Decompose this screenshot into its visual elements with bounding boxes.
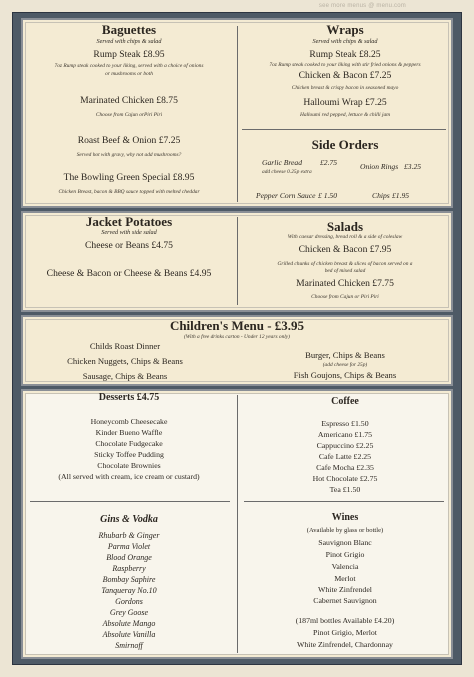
desserts-item-3: Chocolate Fudgecake <box>95 439 163 448</box>
gins-item-10: Absolute Vanilla <box>102 630 156 639</box>
wraps-item-3-desc: Halloumi red pepped, lettuce & chilli jam <box>299 112 391 118</box>
children-subtitle: (With a free drinks carton - Under 12 years only) <box>184 334 290 340</box>
sides-garlic-price: £2.75 <box>320 158 338 167</box>
baguettes-item-1-desc: 7oz Rump steak cooked to your liking, served with a choice of onions <box>54 63 204 69</box>
children-item-4-note: (add cheese for 25p) <box>322 362 368 368</box>
baguettes-item-1: Rump Steak £8.95 <box>93 49 165 60</box>
gins-title: Gins & Vodka <box>100 514 158 525</box>
salads-item-1: Chicken & Bacon £7.95 <box>298 244 392 255</box>
coffee-title: Coffee <box>331 396 359 407</box>
desserts-item-2: Kinder Bueno Waffle <box>95 428 163 437</box>
wraps-divider <box>242 129 446 130</box>
salads-title: Salads <box>326 219 364 234</box>
wines-item-4: Merlot <box>334 574 356 583</box>
baguettes-item-4-desc: Chicken Breast, bacon & BBQ sauce topped with melted cheddar <box>58 189 200 195</box>
wraps-item-2-desc: Chicken breast & crispy bacon in seasoned mayo <box>291 85 399 91</box>
coffee-item-6: Hot Chocolate £2.75 <box>312 474 378 483</box>
children-item-4: Burger, Chips & Beans <box>305 350 385 360</box>
salads-subtitle: With caesar dressing, bread roll & a side of coleslaw <box>287 234 403 240</box>
coffee-item-1: Espresso £1.50 <box>321 419 369 428</box>
desserts-title: Desserts £4.75 <box>98 392 160 403</box>
wines-small-title: (187ml bottles Available £4.20) <box>295 616 395 625</box>
baguettes-subtitle: Served with chips & salad <box>96 38 162 45</box>
drinks-divider <box>237 395 238 653</box>
drinks-hdivider-left <box>30 501 230 502</box>
sides-pepper-price: £ 1.50 <box>318 191 337 200</box>
wraps-item-1-desc: 7oz Rump steak cooked to your liking with stir fried onions & peppers <box>269 62 421 68</box>
wines-title: Wines <box>331 512 359 523</box>
coffee-item-7: Tea £1.50 <box>329 485 361 494</box>
wraps-item-2: Chicken & Bacon £7.25 <box>298 70 392 81</box>
sides-onion-price: £3.25 <box>404 162 422 171</box>
gins-item-6: Tanqueray No.10 <box>101 586 157 595</box>
children-item-3: Sausage, Chips & Beans <box>82 371 168 381</box>
baguettes-item-3-desc: Served hot with gravy, why not add mushrooms? <box>76 152 182 158</box>
baguettes-item-3: Roast Beef & Onion £7.25 <box>77 135 181 146</box>
wraps-title: Wraps <box>326 22 364 37</box>
wraps-item-3: Halloumi Wrap £7.25 <box>303 97 387 108</box>
baguettes-item-2: Marinated Chicken £8.75 <box>80 95 178 106</box>
gins-item-3: Blood Orange <box>106 553 152 562</box>
gins-item-11: Smirnoff <box>115 641 143 650</box>
baguettes-title: Baguettes <box>101 22 157 37</box>
gins-item-5: Bombay Saphire <box>102 575 156 584</box>
wines-note: (Available by glass or bottle) <box>306 527 384 534</box>
gins-item-7: Gordons <box>115 597 143 606</box>
jacket-subtitle: Served with side salad <box>101 229 157 236</box>
salads-item-2: Marinated Chicken £7.75 <box>296 278 394 289</box>
children-title: Children's Menu - £3.95 <box>169 318 305 333</box>
children-item-5: Fish Goujons, Chips & Beans <box>293 370 397 380</box>
desserts-item-1: Honeycomb Cheesecake <box>90 417 168 426</box>
top-divider <box>237 26 238 202</box>
middle-divider <box>237 217 238 305</box>
wines-item-3: Valencia <box>331 562 359 571</box>
baguettes-item-4: The Bowling Green Special £8.95 <box>63 172 195 183</box>
sides-garlic-note: add cheese 0.25p extra <box>262 169 312 175</box>
salads-item-1-desc2: bed of mixed salad <box>324 268 366 274</box>
gins-item-2: Parma Violet <box>107 542 151 551</box>
wines-item-1: Sauvignon Blanc <box>318 538 372 547</box>
coffee-item-4: Cafe Latte £2.25 <box>318 452 372 461</box>
wraps-item-1: Rump Steak £8.25 <box>309 49 381 60</box>
gins-item-4: Raspberry <box>112 564 146 573</box>
wines-item-2: Pinot Grigio <box>325 550 365 559</box>
desserts-item-6: (All served with cream, ice cream or custard) <box>58 472 200 481</box>
drinks-hdivider-right <box>244 501 444 502</box>
sides-pepper: Pepper Corn Sauce <box>256 191 316 200</box>
gins-item-1: Rhubarb & Ginger <box>98 531 160 540</box>
gins-item-8: Grey Goose <box>109 608 149 617</box>
wines-item-6: Cabernet Sauvignon <box>313 596 377 605</box>
children-item-1: Childs Roast Dinner <box>89 341 161 351</box>
coffee-item-2: Americano £1.75 <box>317 430 373 439</box>
wines-small-item-2: White Zinfrendel, Chardonnay <box>297 640 393 649</box>
coffee-item-5: Cafe Mocha £2.35 <box>316 463 374 472</box>
watermark: see more menus @ menu.com <box>318 3 406 9</box>
sides-chips: Chips <box>372 191 390 200</box>
wines-item-5: White Zinfrendel <box>318 585 372 594</box>
wraps-subtitle: Served with chips & salad <box>312 38 378 45</box>
baguettes-item-2-desc: Choose from Cajun orPiri Piri <box>95 112 163 118</box>
desserts-item-5: Chocolate Brownies <box>97 461 161 470</box>
sides-chips-price: £1.95 <box>392 191 410 200</box>
jacket-title: Jacket Potatoes <box>85 214 173 229</box>
coffee-item-3: Cappuccino £2.25 <box>316 441 374 450</box>
sides-garlic: Garlic Bread <box>262 158 303 167</box>
desserts-item-4: Sticky Toffee Pudding <box>94 450 164 459</box>
jacket-item-1: Cheese or Beans £4.75 <box>85 240 173 251</box>
gins-item-9: Absolute Mango <box>102 619 156 628</box>
wines-small-item-1: Pinot Grigio, Merlot <box>313 628 377 637</box>
children-item-2: Chicken Nuggets, Chips & Beans <box>67 356 183 366</box>
salads-item-1-desc: Grilled chunks of chicken breast & slices of bacon served on a <box>277 261 413 267</box>
sides-onion: Onion Rings <box>360 162 399 171</box>
sides-title: Side Orders <box>311 137 379 152</box>
salads-item-2-desc: Choose from Cajun or Piri Piri <box>311 294 379 300</box>
baguettes-item-1-desc2: or mushrooms or both <box>105 71 153 77</box>
jacket-item-2: Cheese & Bacon or Cheese & Beans £4.95 <box>46 268 212 279</box>
